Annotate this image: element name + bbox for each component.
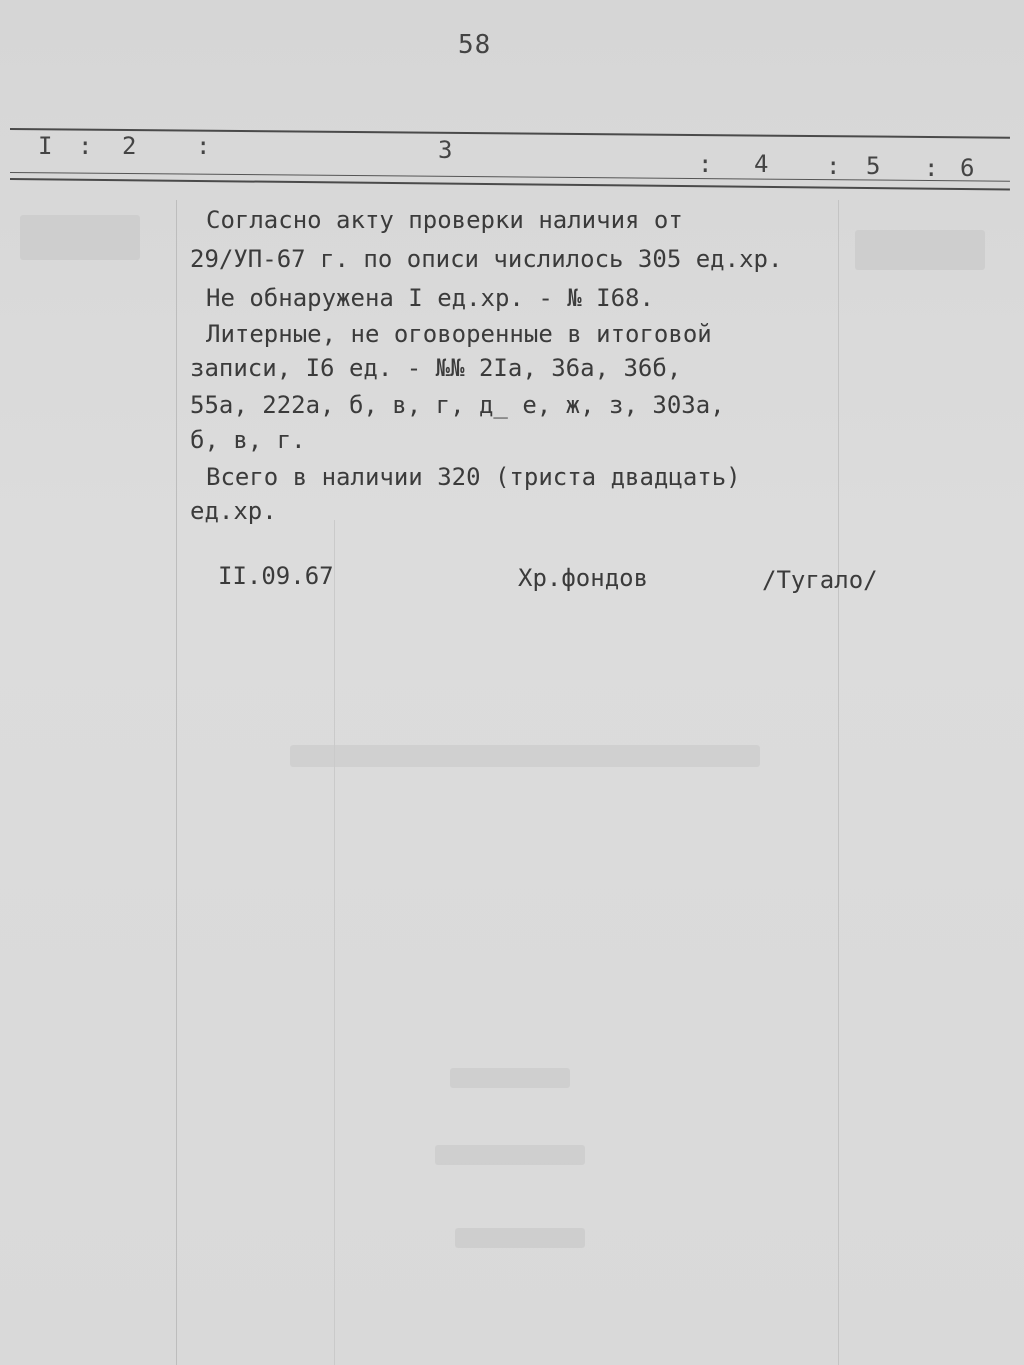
column-divider [838,200,839,1365]
column-number-3: 3 [438,136,453,164]
note-line: б, в, г. [190,426,306,454]
bleed-through-mark [435,1145,585,1165]
signature-date: II.09.67 [218,562,334,590]
note-line: Согласно акту проверки наличия от [206,206,683,234]
bleed-through-mark [20,215,140,260]
column-number-6: 6 [960,154,975,182]
note-line: 55а, 222а, б, в, г, д_ е, ж, з, 303а, [190,391,725,419]
column-separator: : [196,132,211,160]
page-number: 58 [458,30,492,60]
column-number-2: 2 [122,132,137,160]
note-line: Не обнаружена I ед.хр. - № I68. [206,284,654,312]
column-separator: : [698,150,713,178]
note-line: 29/УП-67 г. по описи числилось 305 ед.хр. [190,245,783,273]
signature-name: /Тугало/ [762,566,878,594]
bleed-through-mark [855,230,985,270]
note-line: ед.хр. [190,497,277,525]
bleed-through-mark [455,1228,585,1248]
note-line: Всего в наличии 320 (триста двадцать) [206,463,741,491]
column-number-4: 4 [754,150,769,178]
column-separator: : [924,154,939,182]
note-line: записи, I6 ед. - №№ 2Iа, 36а, 36б, [190,354,682,382]
column-separator: : [826,152,841,180]
column-divider [176,200,177,1365]
column-divider [334,520,335,1365]
column-number-5: 5 [866,152,881,180]
bleed-through-mark [290,745,760,767]
signature-position: Хр.фондов [518,564,649,592]
bleed-through-mark [450,1068,570,1088]
column-separator: : [78,132,93,160]
column-number-1: I [38,132,53,160]
note-line: Литерные, не оговоренные в итоговой [206,320,712,348]
table-top-rule [10,128,1010,139]
